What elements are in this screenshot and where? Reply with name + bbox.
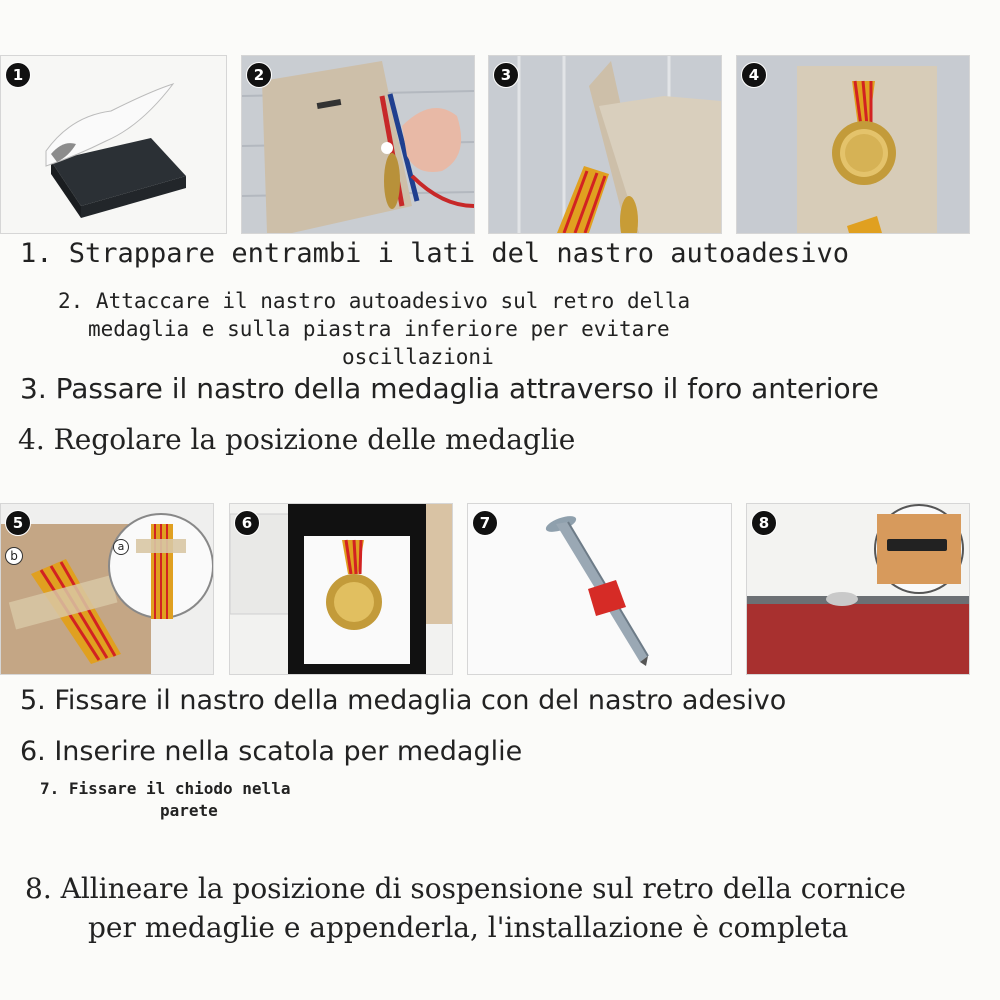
nail-illustration [468, 504, 731, 674]
frame-hanger-illustration [747, 504, 969, 674]
ribbon-through-slot-illustration [489, 56, 721, 233]
step-8-text-line-2: per medaglie e appenderla, l'installazione è completa [88, 911, 849, 944]
step-3-photo [488, 55, 722, 234]
sub-marker-b: b [5, 547, 23, 565]
backboard-medal-illustration [242, 56, 474, 233]
step-badge: 5 [5, 510, 31, 536]
step-7-text-line-1: 7. Fissare il chiodo nella [40, 779, 291, 798]
step-2-text-line-2: medaglia e sulla piastra inferiore per evitare [88, 317, 670, 341]
step-badge: 4 [741, 62, 767, 88]
step-7-photo [467, 503, 732, 675]
step-badge: 7 [472, 510, 498, 536]
step-3-text: 3. Passare il nastro della medaglia attraverso il foro anteriore [20, 372, 879, 405]
step-1-text: 1. Strappare entrambi i lati del nastro autoadesivo [20, 238, 850, 269]
step-badge: 8 [751, 510, 777, 536]
step-2-text-line-1: 2. Attaccare il nastro autoadesivo sul retro della [58, 289, 691, 313]
adhesive-pad-illustration [1, 56, 226, 233]
step-7-text-line-2: parete [160, 801, 218, 820]
step-badge: 1 [5, 62, 31, 88]
medal-on-board-illustration [737, 56, 969, 233]
step-5-photo [0, 503, 214, 675]
step-6-text: 6. Inserire nella scatola per medaglie [20, 736, 523, 767]
step-2-text-line-3: oscillazioni [342, 345, 494, 369]
step-badge: 3 [493, 62, 519, 88]
step-8-text-line-1: 8. Allineare la posizione di sospensione sul retro della cornice [25, 872, 906, 905]
sub-marker-a: a [113, 539, 129, 555]
step-4-photo [736, 55, 970, 234]
framed-medal-illustration [230, 504, 452, 674]
taped-ribbon-illustration [1, 504, 213, 674]
step-4-text: 4. Regolare la posizione delle medaglie [18, 423, 576, 456]
step-badge: 2 [246, 62, 272, 88]
step-2-photo [241, 55, 475, 234]
step-5-text: 5. Fissare il nastro della medaglia con del nastro adesivo [20, 685, 787, 716]
step-badge: 6 [234, 510, 260, 536]
step-8-photo [746, 503, 970, 675]
step-6-photo [229, 503, 453, 675]
step-1-photo [0, 55, 227, 234]
